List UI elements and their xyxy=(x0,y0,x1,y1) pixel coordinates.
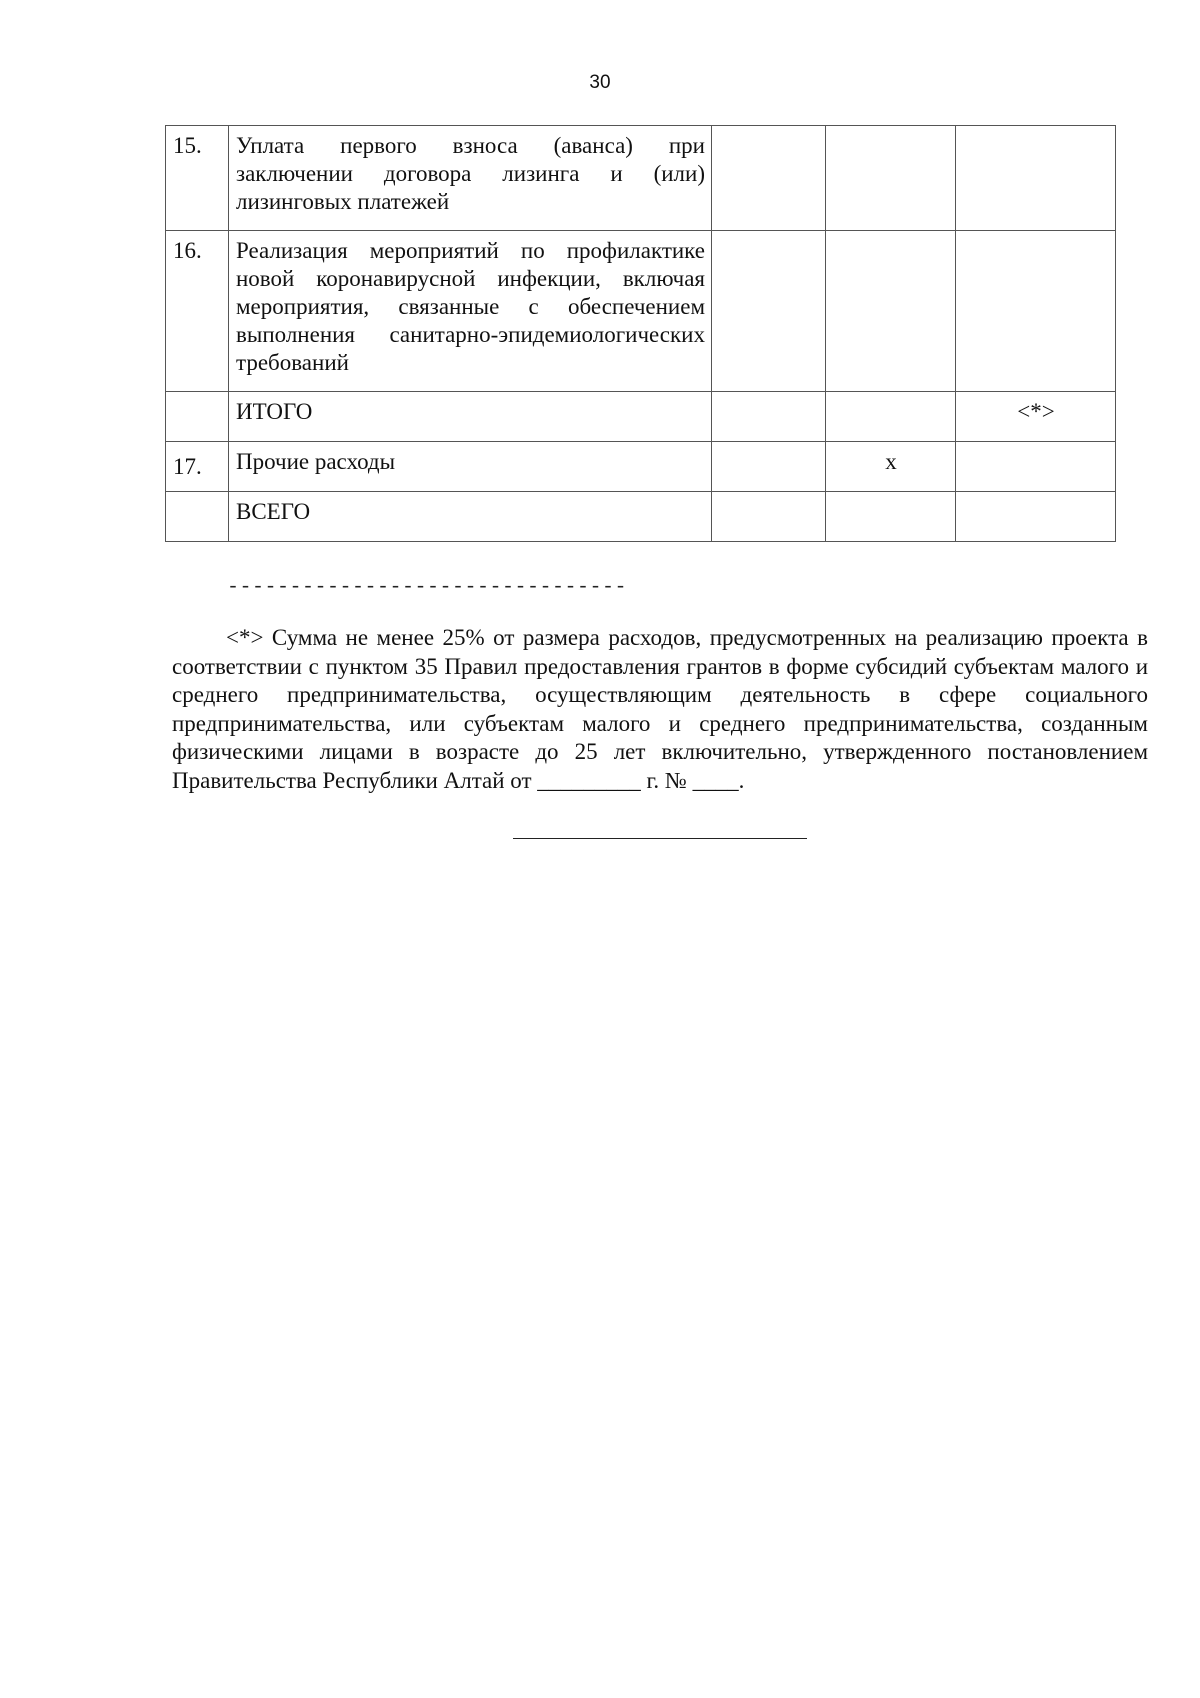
expense-name: Реализация мероприятий по профилактике новой коронавирусной инфекции, включая мероприятия, связанные с обеспечением выполнения санитарно-эпидемиологических требований xyxy=(229,231,712,392)
expense-name: Уплата первого взноса (аванса) при заключении договора лизинга и (или) лизинговых платежей xyxy=(229,126,712,231)
subtotal-label: ИТОГО xyxy=(229,392,712,442)
row-number: 16. xyxy=(166,231,229,392)
footnote-text: <*> Сумма не менее 25% от размера расходов, предусмотренных на реализацию проекта в соответствии с пунктом 35 Правил предоставления грантов в форме субсидий субъектам малого и среднего предпринимательства, осуществляющим деятельность в сфере социального предпринимательства, или субъектам малого и среднего предпринимательства, созданным физическими лицами в возрасте до 25 лет включительно, утвержденного постановлением Правительства Республики Алтай от _________ г. № ____. xyxy=(172,625,1148,793)
row-number xyxy=(166,492,229,542)
footnote-separator: -------------------------------- xyxy=(227,576,628,599)
table-row xyxy=(166,442,1116,492)
value-cell xyxy=(712,442,826,492)
not-applicable-mark: x xyxy=(826,442,956,492)
row-number: 15. xyxy=(166,126,229,231)
expense-table xyxy=(165,125,1116,542)
closing-divider xyxy=(513,838,807,839)
table-row xyxy=(166,392,1116,442)
value-cell xyxy=(956,442,1116,492)
table-row xyxy=(166,126,1116,231)
total-label: ВСЕГО xyxy=(229,492,712,542)
row-number: 17. xyxy=(166,442,229,492)
table-row xyxy=(166,231,1116,392)
row-number xyxy=(166,392,229,442)
value-cell xyxy=(712,492,826,542)
page-number: 30 xyxy=(589,72,611,93)
value-cell xyxy=(956,126,1116,231)
value-cell xyxy=(826,392,956,442)
value-cell xyxy=(956,492,1116,542)
value-cell xyxy=(712,231,826,392)
value-cell xyxy=(956,231,1116,392)
value-cell xyxy=(712,392,826,442)
value-cell xyxy=(712,126,826,231)
expense-name: Прочие расходы xyxy=(229,442,712,492)
value-cell xyxy=(826,492,956,542)
footnote-marker: <*> xyxy=(956,392,1116,442)
value-cell xyxy=(826,231,956,392)
table-row xyxy=(166,492,1116,542)
value-cell xyxy=(826,126,956,231)
